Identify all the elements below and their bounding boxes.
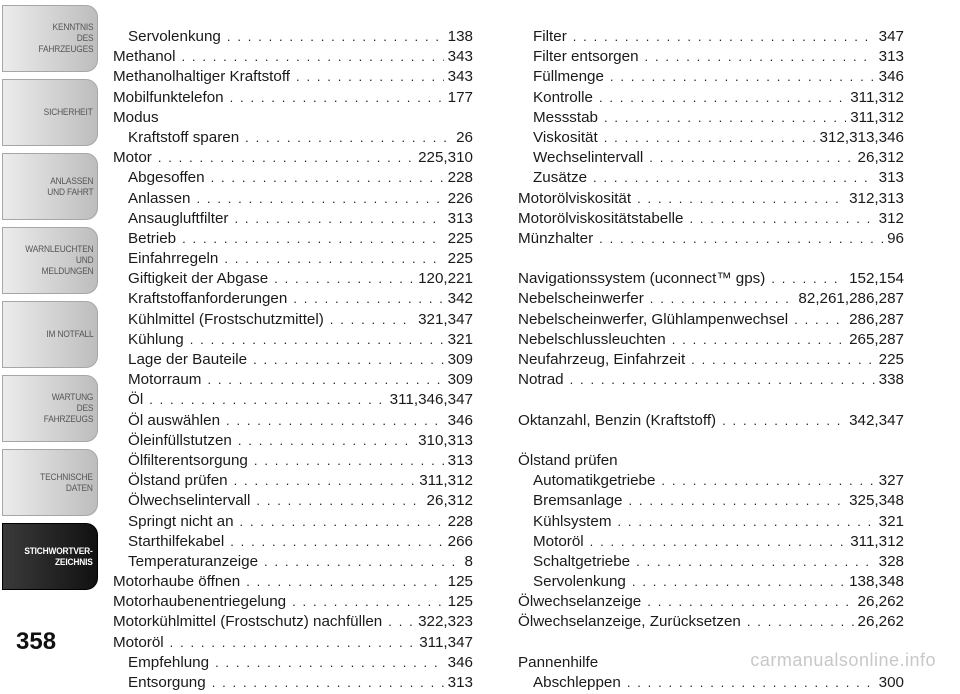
index-term: Motorkühlmittel (Frostschutz) nachfüllen (113, 613, 383, 631)
index-term: Motorölviskosität (518, 189, 632, 207)
index-term: Navigationssystem (uconnect™ gps) (518, 270, 766, 288)
index-term: Kontrolle (533, 88, 593, 106)
index-page-ref: 312,313 (849, 189, 904, 207)
index-page-ref: 26,312 (857, 149, 904, 167)
index-page-ref: 321,347 (418, 310, 473, 328)
dot-leader (245, 130, 452, 145)
dot-leader (274, 271, 414, 286)
index-term: Methanolhaltiger Kraftstoff (113, 68, 291, 86)
index-term: Abgesoffen (128, 169, 205, 187)
index-page-ref: 311,347 (419, 633, 473, 651)
index-entry (113, 412, 473, 432)
dot-leader (388, 614, 414, 629)
index-page-ref: 152,154 (849, 270, 904, 288)
tab-anlassen-und-fahrt[interactable] (2, 153, 98, 220)
index-term: Füllmenge (533, 68, 604, 86)
index-entry (113, 190, 473, 210)
index-entry (113, 432, 473, 452)
dot-leader (234, 473, 416, 488)
dot-leader (190, 332, 444, 347)
dot-leader (636, 554, 875, 569)
index-page-ref: 313 (447, 451, 473, 469)
dot-leader (661, 473, 874, 488)
index-term: Pannenhilfe (518, 653, 599, 671)
index-page-ref: 177 (447, 88, 473, 106)
index-entry (113, 351, 473, 371)
index-entry (518, 613, 904, 633)
index-page-ref: 300 (878, 674, 904, 691)
tab-im-notfall[interactable] (2, 301, 98, 368)
index-page-ref: 347 (878, 28, 904, 45)
dot-leader (215, 655, 444, 670)
index-term: Ölwechselanzeige, Zurücksetzen (518, 613, 741, 631)
index-page-ref: 125 (447, 593, 473, 611)
index-entry (113, 169, 473, 189)
index-page-ref: 82,261,286,287 (798, 290, 904, 308)
index-entry (518, 331, 904, 351)
index-page-ref: 310,313 (418, 431, 473, 449)
section-gap (518, 250, 904, 270)
index-term: Entsorgung (128, 674, 206, 691)
index-entry (113, 452, 473, 472)
tab-technische-daten[interactable] (2, 449, 98, 516)
index-term: Abschleppen (533, 674, 621, 691)
index-entry (518, 230, 904, 250)
index-entry (518, 28, 904, 48)
index-heading (113, 109, 473, 129)
index-entry (518, 68, 904, 88)
index-page-ref: 342,347 (849, 411, 904, 429)
index-page-ref: 8 (464, 552, 473, 570)
index-term: Zusätze (533, 169, 588, 187)
index-term: Motorhaubenentriegelung (113, 593, 287, 611)
index-term: Schaltgetriebe (533, 552, 631, 570)
index-page-ref: 225 (447, 250, 473, 268)
dot-leader (149, 392, 385, 407)
index-page-ref: 120,221 (418, 270, 473, 288)
index-column-right (518, 28, 904, 694)
index-page-ref: 226 (447, 189, 473, 207)
index-entry (113, 593, 473, 613)
index-entry (113, 472, 473, 492)
index-term: Ölwechselanzeige (518, 593, 642, 611)
dot-leader (296, 69, 444, 84)
dot-leader (292, 594, 444, 609)
dot-leader (649, 150, 853, 165)
index-entry (518, 472, 904, 492)
tab-label: WARNLEUCHTEN UND MELDUNGEN (24, 244, 93, 277)
dot-leader (238, 433, 414, 448)
index-page-ref: 313 (878, 169, 904, 187)
index-column-left (113, 28, 473, 694)
dot-leader (211, 170, 444, 185)
dot-leader (256, 493, 422, 508)
index-term: Betrieb (128, 229, 177, 247)
index-page-ref: 312,313,346 (819, 128, 904, 146)
index-term: Temperaturanzeige (128, 552, 259, 570)
index-term: Anlassen (128, 189, 191, 207)
index-page-ref: 26,262 (857, 613, 904, 631)
dot-leader (722, 413, 845, 428)
dot-leader (230, 90, 444, 105)
index-entry (113, 290, 473, 310)
index-term: Münzhalter (518, 229, 594, 247)
index-term: Servolenkung (533, 573, 626, 591)
index-term: Nebelscheinwerfer, Glühlampenwechsel (518, 310, 789, 328)
index-term: Bremsanlage (533, 492, 623, 510)
index-entry (113, 270, 473, 290)
index-term: Kraftstoffanforderungen (128, 290, 288, 308)
dot-leader (212, 675, 444, 690)
index-page-ref: 138,348 (849, 573, 904, 591)
tab-label: SICHERHEIT (44, 107, 93, 118)
index-page-ref: 265,287 (849, 330, 904, 348)
dot-leader (637, 191, 845, 206)
dot-leader (645, 49, 875, 64)
index-term: Kühlmittel (Frostschutzmittel) (128, 310, 324, 328)
index-term: Ölwechselintervall (128, 492, 251, 510)
dot-leader (570, 372, 875, 387)
index-term: Modus (113, 108, 159, 126)
index-entry (518, 270, 904, 290)
index-heading (518, 452, 904, 472)
dot-leader (593, 170, 875, 185)
index-term: Ölstand prüfen (128, 472, 228, 490)
dot-leader (632, 574, 845, 589)
index-page-ref: 125 (447, 573, 473, 591)
dot-leader (196, 191, 443, 206)
index-entry (113, 28, 473, 48)
index-entry (113, 573, 473, 593)
index-entry (113, 634, 473, 654)
index-entry (518, 109, 904, 129)
dot-leader (226, 413, 444, 428)
dot-leader (158, 150, 414, 165)
index-entry (113, 654, 473, 674)
section-gap (518, 391, 904, 411)
index-page-ref: 26,262 (857, 593, 904, 611)
index-term: Kühlsystem (533, 512, 612, 530)
index-page-ref: 225 (878, 351, 904, 368)
index-entry (518, 351, 904, 371)
dot-leader (246, 574, 443, 589)
dot-leader (573, 29, 875, 44)
index-page-ref: 311,346,347 (389, 391, 473, 409)
index-term: Kühlung (128, 330, 184, 348)
index-term: Mobilfunktelefon (113, 88, 224, 106)
index-term: Starthilfekabel (128, 532, 225, 550)
page-number: 358 (16, 628, 57, 655)
index-page-ref: 321 (447, 330, 473, 348)
dot-leader (747, 614, 854, 629)
index-entry (113, 250, 473, 270)
index-term: Wechselintervall (533, 149, 644, 167)
index-term: Motor (113, 149, 152, 167)
index-entry (518, 371, 904, 391)
tab-label: WARTUNG DES FAHRZEUGS (43, 392, 93, 425)
index-entry (518, 553, 904, 573)
dot-leader (650, 291, 795, 306)
index-page-ref: 228 (447, 512, 473, 530)
index-page-ref: 309 (447, 371, 473, 389)
dot-leader (590, 534, 847, 549)
chapter-tabs-sidebar (0, 0, 101, 678)
index-entry (518, 129, 904, 149)
index-page-ref: 312 (878, 209, 904, 227)
index-entry (113, 149, 473, 169)
index-entry (113, 674, 473, 694)
index-page-ref: 311,312 (850, 88, 904, 106)
index-term: Oktanzahl, Benzin (Kraftstoff) (518, 411, 717, 429)
dot-leader (330, 312, 414, 327)
index-entry (518, 513, 904, 533)
index-page-ref: 343 (447, 68, 473, 86)
index-term: Neufahrzeug, Einfahrzeit (518, 351, 686, 368)
index-page-ref: 311,312 (419, 472, 473, 490)
dot-leader (691, 352, 874, 367)
tab-sicherheit[interactable] (2, 79, 98, 146)
tab-wartung-des-fahrzeugs[interactable] (2, 375, 98, 442)
dot-leader (647, 594, 853, 609)
dot-leader (207, 372, 443, 387)
index-term: Giftigkeit der Abgase (128, 270, 269, 288)
index-page-ref: 313 (447, 674, 473, 691)
index-page-ref: 325,348 (849, 492, 904, 510)
dot-leader (264, 554, 461, 569)
index-entry (113, 553, 473, 573)
index-term: Öl (128, 391, 144, 409)
index-page-ref: 138 (447, 28, 473, 45)
index-entry (113, 89, 473, 109)
index-page-ref: 346 (447, 653, 473, 671)
index-page-ref: 346 (878, 68, 904, 86)
index-page-ref: 228 (447, 169, 473, 187)
dot-leader (794, 312, 845, 327)
dot-leader (230, 534, 443, 549)
index-page-ref: 322,323 (418, 613, 473, 631)
dot-leader (293, 291, 443, 306)
index-entry (113, 210, 473, 230)
index-term: Motoröl (533, 532, 584, 550)
index-entry (518, 48, 904, 68)
index-entry (518, 149, 904, 169)
index-term: Einfahrregeln (128, 250, 219, 268)
index-term: Nebelscheinwerfer (518, 290, 644, 308)
index-page-ref: 26,312 (426, 492, 473, 510)
index-entry (518, 412, 904, 432)
index-page-ref: 286,287 (849, 310, 904, 328)
index-term: Motoröl (113, 633, 164, 651)
index-entry (518, 190, 904, 210)
tab-warnleuchten-und-meldungen[interactable] (2, 227, 98, 294)
index-entry (113, 613, 473, 633)
index-entry (518, 593, 904, 613)
dot-leader (627, 675, 875, 690)
tab-label: TECHNISCHE DATEN (40, 471, 93, 494)
dot-leader (604, 110, 846, 125)
index-term: Messstab (533, 108, 598, 126)
index-entry (518, 290, 904, 310)
index-page-ref: 311,312 (850, 532, 904, 550)
dot-leader (224, 251, 443, 266)
tab-label: ANLASSEN UND FAHRT (46, 175, 93, 198)
dot-leader (170, 635, 416, 650)
index-page-ref: 26 (456, 128, 473, 146)
index-term: Automatikgetriebe (533, 472, 656, 490)
dot-leader (182, 231, 444, 246)
tab-stichwortverzeichnis[interactable] (2, 523, 98, 590)
index-page-ref: 327 (878, 472, 904, 490)
index-page-ref: 313 (878, 48, 904, 66)
index-term: Filter (533, 28, 567, 45)
index-entry (518, 674, 904, 694)
index-entry (113, 492, 473, 512)
index-term: Motorraum (128, 371, 202, 389)
index-term: Viskosität (533, 128, 598, 146)
index-entry (113, 311, 473, 331)
index-page-ref: 225,310 (418, 149, 473, 167)
tab-label: STICHWORTVER- ZEICHNIS (24, 545, 93, 568)
index-page-ref: 346 (447, 411, 473, 429)
dot-leader (618, 514, 875, 529)
index-entry (518, 89, 904, 109)
dot-leader (227, 29, 444, 44)
index-entry (113, 68, 473, 88)
index-entry (113, 513, 473, 533)
index-page-ref: 266 (447, 532, 473, 550)
dot-leader (689, 211, 874, 226)
dot-leader (629, 493, 846, 508)
index-page-ref: 311,312 (850, 108, 904, 126)
tab-kenntnis-des-fahrzeuges[interactable] (2, 5, 98, 72)
dot-leader (254, 453, 444, 468)
index-entry (113, 230, 473, 250)
index-entry (518, 169, 904, 189)
index-term: Lage der Bauteile (128, 351, 248, 368)
index-term: Öleinfüllstutzen (128, 431, 232, 449)
dot-leader (610, 69, 875, 84)
index-entry (518, 210, 904, 230)
index-entry (518, 492, 904, 512)
dot-leader (240, 514, 444, 529)
watermark: carmanualsonline.info (750, 650, 936, 670)
index-entry (113, 331, 473, 351)
dot-leader (253, 352, 444, 367)
index-entry (113, 533, 473, 553)
dot-leader (599, 231, 883, 246)
index-term: Empfehlung (128, 653, 210, 671)
index-term: Servolenkung (128, 28, 221, 45)
index-term: Ansaugluftfilter (128, 209, 229, 227)
index-entry (113, 371, 473, 391)
index-page-ref: 342 (447, 290, 473, 308)
dot-leader (181, 49, 443, 64)
index-page-ref: 321 (878, 512, 904, 530)
index-page-ref: 343 (447, 48, 473, 66)
index-term: Ölfilterentsorgung (128, 451, 248, 469)
index-entry (518, 533, 904, 553)
index-page-ref: 313 (447, 209, 473, 227)
section-gap (518, 432, 904, 452)
index-page-ref: 225 (447, 229, 473, 247)
dot-leader (234, 211, 443, 226)
index-term: Motorhaube öffnen (113, 573, 241, 591)
index-term: Nebelschlussleuchten (518, 330, 666, 348)
index-entry (113, 391, 473, 411)
index-term: Öl auswählen (128, 411, 221, 429)
index-page-ref: 309 (447, 351, 473, 368)
dot-leader (599, 90, 846, 105)
index-entry (113, 48, 473, 68)
dot-leader (672, 332, 845, 347)
index-term: Ölstand prüfen (518, 451, 618, 469)
index-term: Methanol (113, 48, 176, 66)
index-term: Motorölviskositätstabelle (518, 209, 684, 227)
index-page-ref: 96 (887, 229, 904, 247)
index-entry (518, 573, 904, 593)
dot-leader (604, 130, 816, 145)
tab-label: KENNTNIS DES FAHRZEUGES (38, 22, 93, 55)
index-entry (113, 129, 473, 149)
index-term: Springt nicht an (128, 512, 234, 530)
index-term: Kraftstoff sparen (128, 128, 240, 146)
index-page-ref: 328 (878, 552, 904, 570)
tab-label: IM NOTFALL (45, 329, 93, 340)
index-entry (518, 311, 904, 331)
index-term: Notrad (518, 371, 564, 389)
index-page-ref: 338 (878, 371, 904, 389)
index-term: Filter entsorgen (533, 48, 639, 66)
dot-leader (771, 271, 845, 286)
